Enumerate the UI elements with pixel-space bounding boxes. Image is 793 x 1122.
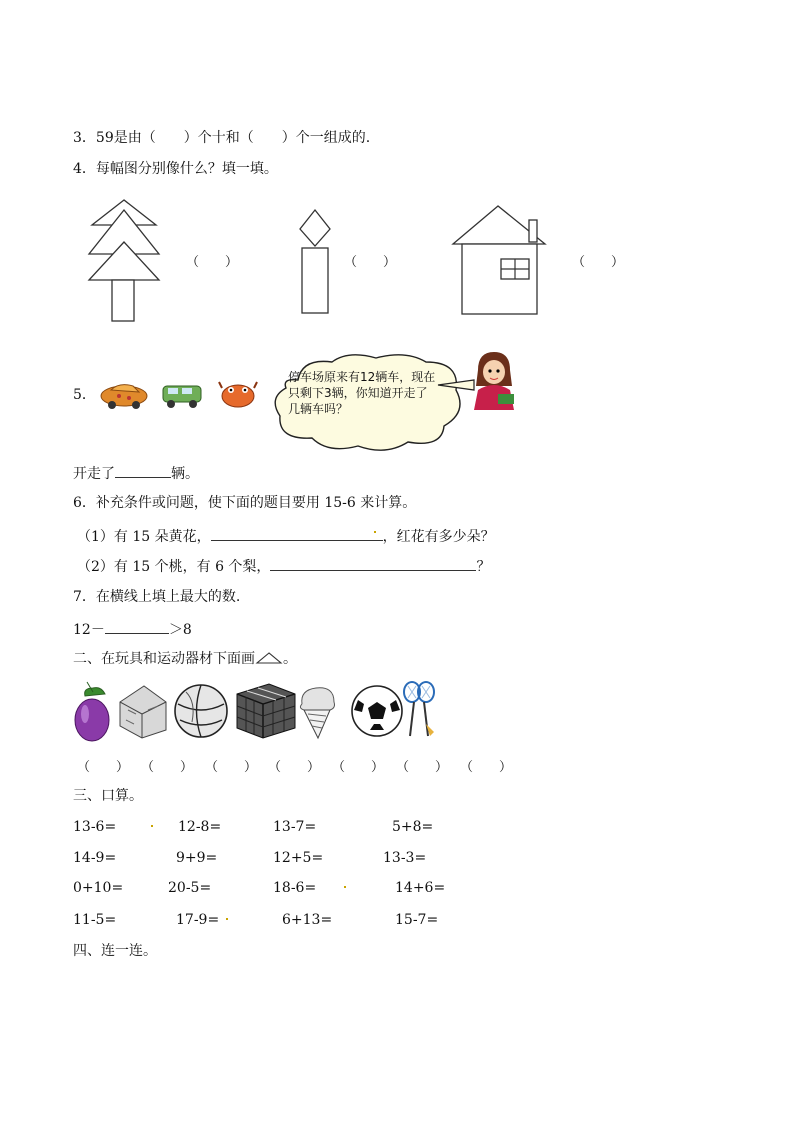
crab-car-icon bbox=[218, 378, 258, 410]
section-4-heading: 四、连一连。 bbox=[73, 943, 157, 959]
answer-paren-tree[interactable]: （ ） bbox=[186, 255, 239, 270]
ball-icon bbox=[172, 682, 230, 740]
part-2-prefix: （2）有 15 个桃，有 6 个梨， bbox=[77, 559, 271, 575]
calc-item: 11-5= bbox=[73, 912, 117, 928]
answer-paren-candle[interactable]: （ ） bbox=[344, 255, 397, 270]
question-6: 6．补充条件或问题，使下面的题目要用 15-6 来计算。 bbox=[73, 495, 417, 511]
expression-prefix: 12－ bbox=[73, 622, 105, 638]
answer-paren-7[interactable]: （ ） bbox=[460, 760, 513, 775]
question-7-expression bbox=[73, 619, 192, 639]
stray-dot bbox=[374, 531, 376, 533]
calc-item: 15-7= bbox=[395, 912, 439, 928]
answer-blank[interactable] bbox=[115, 463, 171, 478]
calc-item: 13-3= bbox=[383, 850, 427, 866]
question-5-answer bbox=[73, 463, 199, 483]
section-2-end: 。 bbox=[283, 651, 297, 667]
answer-paren-2[interactable]: （ ） bbox=[141, 760, 194, 775]
calc-item: 17-9= bbox=[176, 912, 220, 928]
triangle-icon bbox=[255, 651, 283, 665]
answer-paren-6[interactable]: （ ） bbox=[396, 760, 449, 775]
stray-dot bbox=[344, 886, 346, 888]
soccer-ball-icon bbox=[350, 684, 404, 738]
ice-cream-icon bbox=[296, 682, 340, 740]
answer-paren-4[interactable]: （ ） bbox=[268, 760, 321, 775]
question-6-part-1 bbox=[77, 526, 495, 546]
part-1-blank[interactable] bbox=[211, 526, 383, 541]
calc-item: 12-8= bbox=[178, 819, 222, 835]
section-2-text: 二、在玩具和运动器材下面画 bbox=[73, 651, 255, 667]
section-3-heading: 三、口算。 bbox=[73, 788, 143, 804]
sponge-block-icon bbox=[114, 680, 172, 742]
answer-suffix: 辆。 bbox=[171, 466, 199, 482]
section-2-heading bbox=[73, 650, 297, 668]
calc-item: 13-6= bbox=[73, 819, 117, 835]
question-4: 4．每幅图分别像什么？填一填。 bbox=[73, 161, 278, 177]
answer-paren-house[interactable]: （ ） bbox=[572, 255, 625, 270]
expression-suffix: ＞8 bbox=[168, 622, 192, 638]
calc-item: 5+8= bbox=[392, 819, 434, 835]
candle-shape-figure bbox=[296, 208, 334, 316]
part-2-suffix: ？ bbox=[476, 559, 491, 575]
answer-paren-3[interactable]: （ ） bbox=[205, 760, 258, 775]
question-7: 7．在横线上填上最大的数. bbox=[73, 589, 241, 605]
speech-bubble-text: 停车场原来有12辆车，现在只剩下3辆，你知道开走了几辆车吗？ bbox=[288, 370, 436, 416]
calc-item: 14+6= bbox=[395, 880, 446, 896]
eggplant-icon bbox=[71, 678, 113, 744]
car-icon bbox=[99, 380, 149, 410]
calc-item: 14-9= bbox=[73, 850, 117, 866]
calc-item: 13-7= bbox=[273, 819, 317, 835]
question-6-part-2 bbox=[77, 556, 490, 576]
expression-blank[interactable] bbox=[105, 619, 169, 634]
girl-icon bbox=[468, 350, 518, 412]
calc-item: 12+5= bbox=[273, 850, 324, 866]
part-1-prefix: （1）有 15 朵黄花， bbox=[77, 529, 211, 545]
house-shape-figure bbox=[450, 203, 550, 317]
part-1-suffix: ，红花有多少朵？ bbox=[382, 529, 495, 545]
stray-dot bbox=[151, 825, 153, 827]
calc-item: 18-6= bbox=[273, 880, 317, 896]
calc-item: 9+9= bbox=[176, 850, 218, 866]
tree-shape-figure bbox=[86, 198, 162, 324]
badminton-rackets-icon bbox=[400, 680, 438, 740]
answer-paren-1[interactable]: （ ） bbox=[77, 760, 130, 775]
calc-item: 20-5= bbox=[168, 880, 212, 896]
stray-dot bbox=[226, 918, 228, 920]
van-icon bbox=[160, 380, 204, 410]
calc-item: 0+10= bbox=[73, 880, 124, 896]
question-5-number: 5． bbox=[73, 387, 96, 403]
answer-paren-5[interactable]: （ ） bbox=[332, 760, 385, 775]
answer-prefix: 开走了 bbox=[73, 466, 115, 482]
rubiks-cube-icon bbox=[233, 680, 299, 742]
question-3: 3．59是由（ ）个十和（ ）个一组成的. bbox=[73, 130, 371, 146]
calc-item: 6+13= bbox=[282, 912, 333, 928]
part-2-blank[interactable] bbox=[270, 556, 476, 571]
